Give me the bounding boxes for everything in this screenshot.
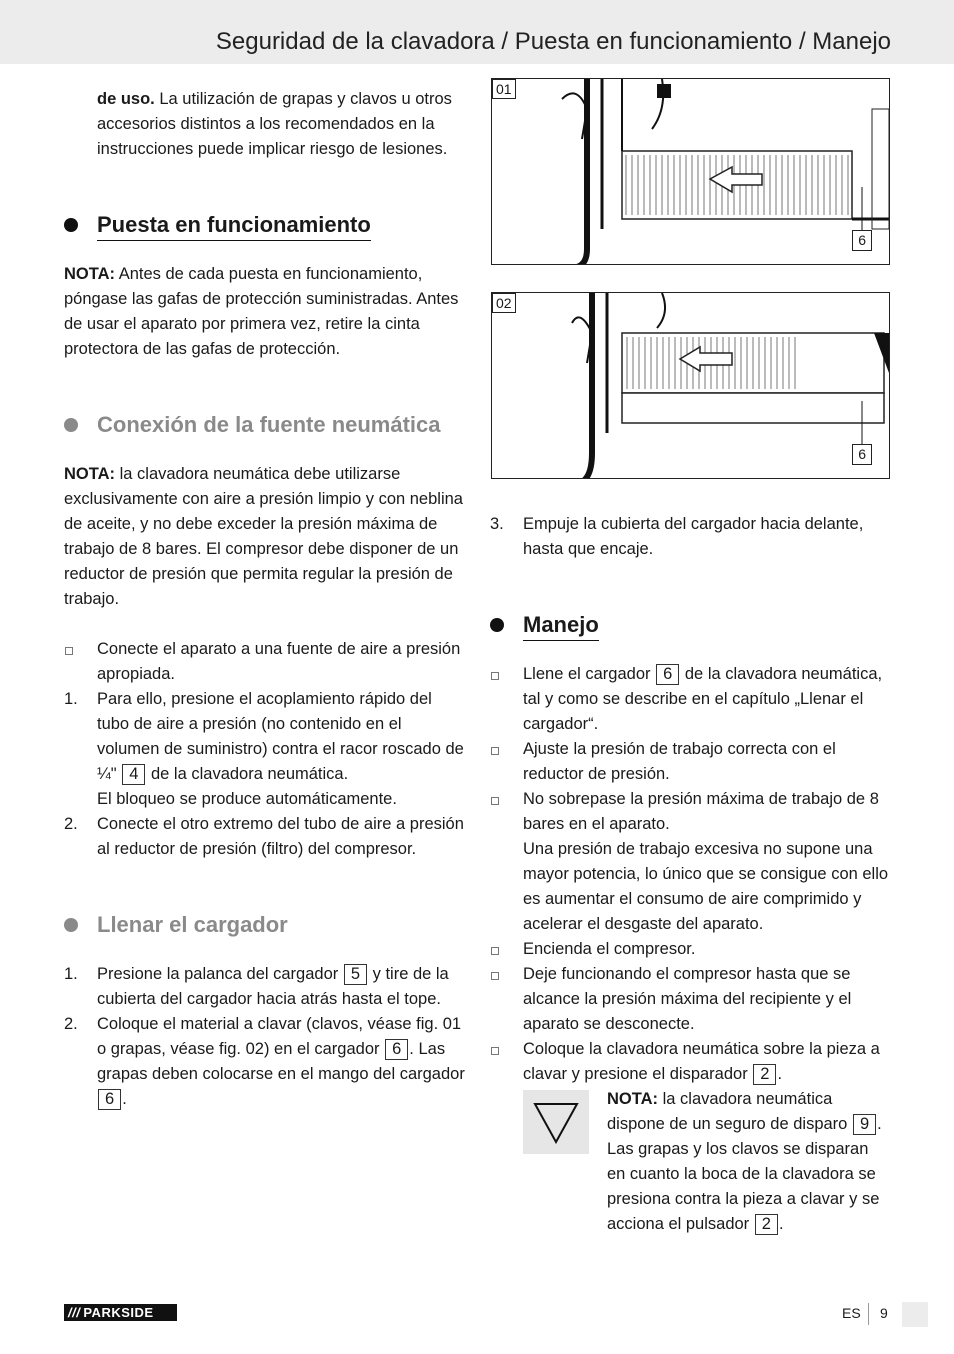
- ref-badge: 2: [755, 1214, 778, 1235]
- bullet-dot-icon: [64, 218, 78, 232]
- list-item: Coloque la clavadora neumática sobre la pieza a clavar y presione el disparador 2 .: [490, 1037, 890, 1087]
- list-item: Ajuste la presión de trabajo correcta con el reductor de presión.: [490, 737, 890, 787]
- list-item: Deje funcionando el compresor hasta que se alcance la presión máxima del recipiente y el aparato se desconecte.: [490, 962, 890, 1037]
- note-paragraph: NOTA: la clavadora neumática debe utilizarse exclusivamente con aire a presión limpio y con neblina de aceite, y no debe exceder la presión máxima de trabajo de 8 bares. El compresor debe disponer de un reductor de presión que permita regular la presión de trabajo.: [64, 465, 463, 608]
- bullet-dot-icon: [64, 918, 78, 932]
- list-item: 2. Conecte el otro extremo del tubo de aire a presión al reductor de presión (filtro) del compresor.: [64, 815, 464, 858]
- list-item: 2. Coloque el material a clavar (clavos, véase fig. 01 o grapas, véase fig. 02) en el cargador 6 . Las grapas deben colocarse en el mango del cargador 6 .: [64, 1015, 465, 1108]
- warning-icon: [523, 1090, 589, 1154]
- bullet-dot-icon: [490, 618, 504, 632]
- checkbox-square-icon: [491, 947, 499, 955]
- footer-divider: [868, 1303, 869, 1325]
- parkside-logo: /// PARKSIDE: [64, 1304, 177, 1321]
- checkbox-square-icon: [65, 647, 73, 655]
- ref-badge: 6: [385, 1039, 408, 1060]
- figure-02: [491, 292, 890, 479]
- figure-label: 02: [492, 293, 516, 313]
- nailer-magazine-illustration: [492, 79, 889, 264]
- right-column: [490, 512, 890, 1237]
- figure-01: [491, 78, 890, 265]
- ref-badge: 6: [656, 664, 679, 685]
- intro-paragraph: de uso. La utilización de grapas y clavos u otros accesorios distintos a los recomendados en la instrucciones puede implicar riesgo de lesiones.: [97, 90, 452, 158]
- checkbox-square-icon: [491, 672, 499, 680]
- list-item: 1. Para ello, presione el acoplamiento rápido del tubo de aire a presión (no contenido en el volumen de suministro) contra el racor roscado de ¼" 4 de la clavadora neumática. El bloqueo se produce automáticamente.: [64, 690, 464, 808]
- ref-badge: 9: [853, 1114, 876, 1135]
- checkbox-square-icon: [491, 797, 499, 805]
- list-item: 3. Empuje la cubierta del cargador hacia delante, hasta que encaje.: [490, 515, 864, 558]
- list-item: No sobrepase la presión máxima de trabajo de 8 bares en el aparato. Una presión de trabajo excesiva no supone una mayor potencia, lo único que se consigue con ello es aumentar el consumo de aire comprimido y acelerar el desgaste del aparato.: [490, 787, 890, 937]
- list-item: Llene el cargador 6 de la clavadora neumática, tal y como se describe en el capítulo „Llenar el cargador“.: [490, 662, 890, 737]
- stapler-magazine-illustration: [492, 293, 889, 478]
- heading-conexion: Conexión de la fuente neumática: [64, 412, 466, 437]
- language-code: ES: [842, 1305, 861, 1321]
- warning-note: [490, 1087, 890, 1237]
- note-paragraph: NOTA: Antes de cada puesta en funcionamiento, póngase las gafas de protección suministradas. Antes de usar el aparato por primera vez, retire la cinta protectora de las gafas de protección.: [64, 265, 459, 358]
- list-item: 1. Presione la palanca del cargador 5 y tire de la cubierta del cargador hacia atrás hasta el tope.: [64, 965, 449, 1008]
- ref-badge: 5: [344, 964, 367, 985]
- note-paragraph: NOTA: la clavadora neumática dispone de un seguro de disparo 9 . Las grapas y los clavos se disparan en cuanto la boca de la clavadora se presiona contra la pieza a clavar y se acciona el pulsador 2 .: [607, 1090, 882, 1233]
- heading-puesta-en-funcionamiento: Puesta en funcionamiento: [64, 212, 466, 237]
- figure-label: 01: [492, 79, 516, 99]
- heading-manejo: Manejo: [490, 612, 890, 637]
- checkbox-square-icon: [491, 747, 499, 755]
- callout-badge: 6: [852, 444, 872, 465]
- left-column: [64, 87, 466, 1112]
- page-title: Seguridad de la clavadora / Puesta en funcionamiento / Manejo: [215, 28, 891, 55]
- page-header: [0, 0, 954, 64]
- page-corner-box: [902, 1302, 928, 1327]
- list-item: Encienda el compresor.: [490, 937, 890, 962]
- callout-badge: 6: [852, 230, 872, 251]
- ref-badge: 4: [122, 764, 145, 785]
- ref-badge: 6: [98, 1089, 121, 1110]
- heading-llenar-cargador: Llenar el cargador: [64, 912, 466, 937]
- ref-badge: 2: [753, 1064, 776, 1085]
- checkbox-square-icon: [491, 1047, 499, 1055]
- bullet-dot-icon: [64, 418, 78, 432]
- list-item: Conecte el aparato a una fuente de aire a presión apropiada.: [64, 637, 466, 687]
- checkbox-square-icon: [491, 972, 499, 980]
- page-number: 9: [880, 1305, 888, 1321]
